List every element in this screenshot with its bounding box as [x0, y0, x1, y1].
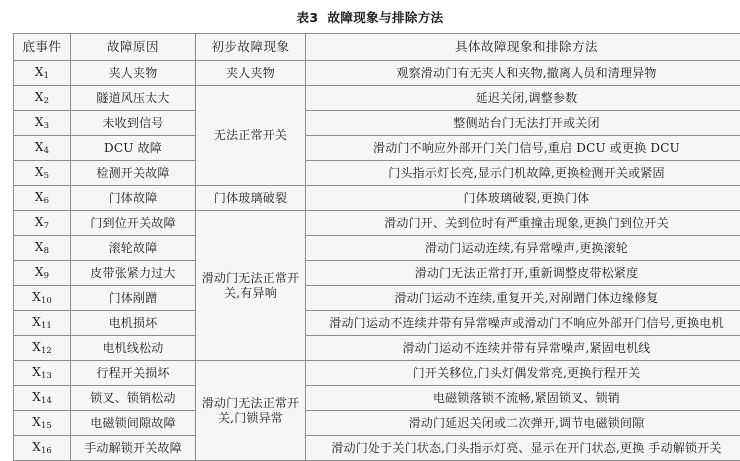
event-code: $X_{11}$ [32, 315, 52, 329]
event-index: 9 [44, 271, 49, 281]
cell-detail-and-remedy: 滑动门运动不连续并带有异常噪声,紧固电机线 [306, 336, 740, 361]
event-code: $X_{12}$ [32, 340, 52, 354]
cell-detail-and-remedy: 滑动门运动连续,有异常噪声,更换滚轮 [306, 236, 740, 261]
cell-detail-and-remedy: 滑动门处于关门状态,门头指示灯亮、显示在开门状态,更换 手动解锁开关 [306, 436, 740, 461]
cell-bottom-event [14, 286, 71, 311]
header-fault-cause: 故障原因 [71, 34, 196, 61]
cell-preliminary-phenomenon: 滑动门无法正常开关,有异响 [196, 211, 306, 361]
header-row [14, 34, 740, 61]
table-row [14, 436, 740, 461]
event-code: $X_1$ [35, 65, 49, 79]
cell-detail-and-remedy: 门体玻璃破裂,更换门体 [306, 186, 740, 211]
event-code: $X_{14}$ [32, 390, 52, 404]
event-index: 8 [44, 246, 49, 256]
cell-bottom-event [14, 436, 71, 461]
cell-fault-cause: 电机线松动 [71, 336, 196, 361]
cell-detail-and-remedy: 滑动门运动不连续,重复开关,对剐蹭门体边缘修复 [306, 286, 740, 311]
cell-fault-cause: 夹人夹物 [71, 61, 196, 86]
event-index: 12 [41, 346, 52, 356]
table-row [14, 211, 740, 236]
event-code: $X_7$ [35, 215, 49, 229]
event-index: 15 [41, 421, 52, 431]
table-body [14, 61, 740, 461]
cell-fault-cause: 检测开关故障 [71, 161, 196, 186]
table-row [14, 111, 740, 136]
cell-bottom-event [14, 186, 71, 211]
table-row [14, 136, 740, 161]
fault-phenomena-table [13, 33, 740, 461]
cell-fault-cause: DCU 故障 [71, 136, 196, 161]
event-code: $X_{16}$ [32, 440, 52, 454]
cell-fault-cause: 隧道风压太大 [71, 86, 196, 111]
event-index: 6 [44, 196, 49, 206]
cell-bottom-event [14, 311, 71, 336]
table-row [14, 186, 740, 211]
event-code: $X_6$ [35, 190, 49, 204]
event-index: 1 [44, 71, 49, 81]
cell-fault-cause: 电磁锁间隙故障 [71, 411, 196, 436]
event-code: $X_8$ [35, 240, 49, 254]
cell-detail-and-remedy: 滑动门开、关到位时有严重撞击现象,更换门到位开关 [306, 211, 740, 236]
event-index: 4 [44, 146, 49, 156]
table-row [14, 361, 740, 386]
cell-detail-and-remedy: 门开关移位,门头灯偶发常亮,更换行程开关 [306, 361, 740, 386]
header-bottom-event: 底事件 [14, 34, 71, 61]
event-index: 14 [41, 396, 52, 406]
table-row [14, 311, 740, 336]
event-code: $X_2$ [35, 90, 49, 104]
table-row [14, 86, 740, 111]
event-index: 2 [44, 96, 49, 106]
event-index: 13 [41, 371, 52, 381]
table-title-text: 故障现象与排除方法 [327, 10, 443, 25]
table-row [14, 386, 740, 411]
cell-bottom-event [14, 136, 71, 161]
cell-bottom-event [14, 86, 71, 111]
table-header [14, 34, 740, 61]
table-row [14, 61, 740, 86]
cell-fault-cause: 行程开关损坏 [71, 361, 196, 386]
cell-detail-and-remedy: 滑动门延迟关闭或二次弹开,调节电磁锁间隙 [306, 411, 740, 436]
cell-bottom-event [14, 211, 71, 236]
cell-bottom-event [14, 361, 71, 386]
cell-detail-and-remedy: 滑动门无法正常打开,重新调整皮带松紧度 [306, 261, 740, 286]
event-code: $X_5$ [35, 165, 49, 179]
cell-detail-and-remedy: 滑动门运动不连续并带有异常噪声或滑动门不响应外部开门信号,更换电机 [306, 311, 740, 336]
table-row [14, 236, 740, 261]
cell-fault-cause: 滚轮故障 [71, 236, 196, 261]
event-index: 11 [41, 321, 52, 331]
cell-detail-and-remedy: 延迟关闭,调整参数 [306, 86, 740, 111]
cell-bottom-event [14, 61, 71, 86]
event-index: 3 [44, 121, 49, 131]
cell-detail-and-remedy: 观察滑动门有无夹人和夹物,撤离人员和清理异物 [306, 61, 740, 86]
event-code: $X_{15}$ [32, 415, 52, 429]
cell-fault-cause: 门体剐蹭 [71, 286, 196, 311]
cell-detail-and-remedy: 滑动门不响应外部开门关门信号,重启 DCU 或更换 DCU [306, 136, 740, 161]
cell-detail-and-remedy: 电磁锁落锁不流畅,紧固锁叉、锁销 [306, 386, 740, 411]
cell-preliminary-phenomenon: 滑动门无法正常开关,门锁异常 [196, 361, 306, 461]
event-index: 10 [41, 296, 52, 306]
cell-bottom-event [14, 386, 71, 411]
event-code: $X_3$ [35, 115, 49, 129]
cell-detail-and-remedy: 整侧站台门无法打开或关闭 [306, 111, 740, 136]
event-code: $X_{10}$ [32, 290, 52, 304]
cell-fault-cause: 未收到信号 [71, 111, 196, 136]
table-row [14, 286, 740, 311]
table-title [0, 0, 740, 33]
table-row [14, 161, 740, 186]
table-row [14, 261, 740, 286]
event-code: $X_9$ [35, 265, 49, 279]
cell-bottom-event [14, 336, 71, 361]
cell-fault-cause: 皮带张紧力过大 [71, 261, 196, 286]
cell-bottom-event [14, 261, 71, 286]
event-index: 5 [44, 171, 49, 181]
cell-fault-cause: 电机损坏 [71, 311, 196, 336]
cell-preliminary-phenomenon: 门体玻璃破裂 [196, 186, 306, 211]
table-title-number: 表3 [296, 10, 318, 25]
event-index: 16 [41, 446, 52, 456]
cell-fault-cause: 手动解锁开关故障 [71, 436, 196, 461]
table-row [14, 336, 740, 361]
cell-bottom-event [14, 411, 71, 436]
cell-bottom-event [14, 111, 71, 136]
header-detail-and-remedy: 具体故障现象和排除方法 [306, 34, 740, 61]
cell-bottom-event [14, 236, 71, 261]
event-index: 7 [44, 221, 49, 231]
cell-fault-cause: 锁叉、锁销松动 [71, 386, 196, 411]
table-container [13, 33, 727, 461]
cell-preliminary-phenomenon: 夹人夹物 [196, 61, 306, 86]
cell-fault-cause: 门体故障 [71, 186, 196, 211]
header-preliminary-phenomenon: 初步故障现象 [196, 34, 306, 61]
cell-fault-cause: 门到位开关故障 [71, 211, 196, 236]
cell-detail-and-remedy: 门头指示灯长亮,显示门机故障,更换检测开关或紧固 [306, 161, 740, 186]
event-code: $X_4$ [35, 140, 49, 154]
cell-preliminary-phenomenon: 无法正常开关 [196, 86, 306, 186]
table-row [14, 411, 740, 436]
cell-bottom-event [14, 161, 71, 186]
event-code: $X_{13}$ [32, 365, 52, 379]
